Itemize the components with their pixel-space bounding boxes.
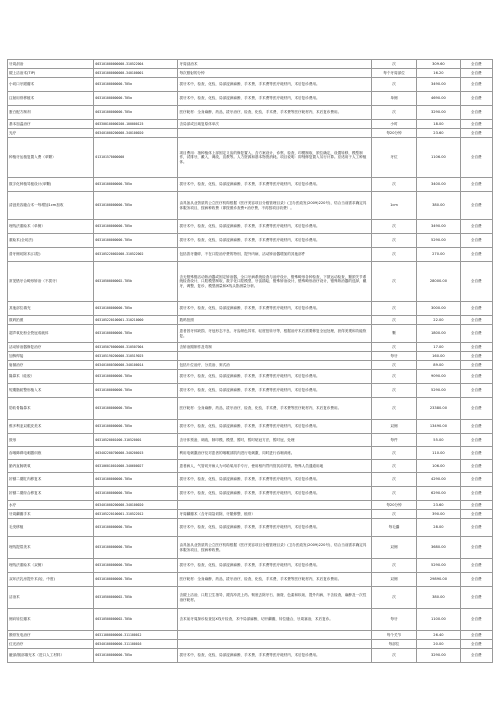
item-name-cell: 加铸焊接: [8, 352, 94, 361]
item-category-cell: 全自费: [460, 129, 492, 138]
item-unit-cell: 次: [371, 60, 417, 69]
item-unit-cell: 次: [371, 78, 417, 92]
item-name-cell: 活动矫治器修复治疗: [8, 343, 94, 352]
item-description-cell: 拔牙术中，检查，化验，局部浸润麻醉，手术费，手术费等医疗耗材内，术后复诊费用。: [178, 178, 371, 192]
item-description-cell: 拔牙术中，检查，化验，局部浸润麻醉，手术费，手术费等医疗耗材内，术后复诊费用。: [178, 234, 371, 248]
item-unit-cell: 次: [371, 178, 417, 192]
item-category-cell: 全自费: [460, 120, 492, 129]
item-category-cell: 全自费: [460, 460, 492, 473]
item-name-cell: 折额二期综合移复术: [8, 487, 94, 501]
table-row: [8, 487, 493, 501]
item-name-cell: 短期脂肪整形植入术: [8, 384, 94, 398]
item-name-cell: 洁治术: [8, 587, 94, 609]
item-description-cell: [178, 352, 371, 361]
item-description-cell: 含术前牙周探诊检查及X线片检查，术中局部麻醉，切开翻瓣，转位缝合，牙周塞治，术后复诊。: [178, 609, 371, 631]
table-row: [8, 106, 493, 120]
table-row: [8, 92, 493, 106]
table-row: [8, 60, 493, 69]
item-description-cell: 拔牙术中，检查，化验，局部浸润麻醉，手术费，手术费等医疗耗材内，术后复诊费用。: [178, 420, 371, 434]
item-category-cell: 全自费: [460, 138, 492, 178]
table-row: [8, 78, 493, 92]
table-row: [8, 220, 493, 234]
item-name-cell: 埋线法重睑术（双侧）: [8, 559, 94, 573]
item-price-cell: 23.60: [417, 501, 460, 510]
item-unit-cell: 牙位: [371, 138, 417, 178]
item-price-cell: 3400.00: [417, 178, 460, 192]
item-name-cell: 隆鼻术（硅胶）: [8, 370, 94, 384]
item-price-cell: 309.60: [417, 60, 460, 69]
item-unit-cell: 次: [371, 587, 417, 609]
item-name-cell: 重睑术(全切法): [8, 234, 94, 248]
item-name-cell: 鼓形: [8, 434, 94, 447]
item-name-cell: 埋线法重睑术（单侧）: [8, 220, 94, 234]
item-price-cell: 4690.00: [417, 92, 460, 106]
item-name-cell: 毛发移植: [8, 519, 94, 537]
item-code-cell: 003401000300000-340100014: [94, 361, 178, 370]
item-unit-cell: 每20分钟: [371, 501, 417, 510]
item-name-cell: 超声氧化粉全瓷冠成就体: [8, 325, 94, 343]
item-code-cell: 00310100000000-T05a: [94, 302, 178, 316]
item-price-cell: 5290.00: [417, 384, 460, 398]
table-row: [8, 434, 493, 447]
item-code-cell: 00310100000000-T05a: [94, 537, 178, 559]
item-unit-cell: 次: [371, 649, 417, 663]
item-unit-cell: 每牙: [371, 609, 417, 631]
table-row: [8, 573, 493, 587]
item-description-cell: 包括片位治疗、分类治、窦式治: [178, 361, 371, 370]
item-unit-cell: 次: [371, 370, 417, 384]
item-code-cell: 00310100000000-T05a: [94, 178, 178, 192]
item-unit-cell: 小时: [371, 120, 417, 129]
item-description-cell: 拔牙术中，检查，化验，局部浸润麻醉，手术费，手术费等医疗耗材内，术后复诊费用。: [178, 487, 371, 501]
item-description-cell: 含矫治期制作及弯制: [178, 343, 371, 352]
item-category-cell: 全自费: [460, 69, 492, 78]
item-name-cell: 肋软骨隆鼻术: [8, 398, 94, 420]
item-name-cell: 数码拍照: [8, 316, 94, 325]
item-description-cell: 拔牙术中，检查，化验，局部浸润麻醉，手术费，手术费等医疗耗材内，术后复诊费用。: [178, 384, 371, 398]
table-row: [8, 192, 493, 220]
item-description-cell: 由具备从业资质的公立医疗机构根据《医疗美容项目分级管理目录》(卫办医政发(2009)220号)，结合当前需求确定具体服务项目，按病种收费。: [178, 537, 371, 559]
item-category-cell: 全自费: [460, 192, 492, 220]
item-unit-cell: 次: [371, 398, 417, 420]
item-unit-cell: 次: [371, 343, 417, 352]
item-name-cell: 其他部位填充: [8, 302, 94, 316]
item-name-cell: 牙周刮治: [8, 60, 94, 69]
table-row: [8, 343, 493, 352]
item-unit-cell: 次: [371, 510, 417, 519]
item-name-cell: 吞咽障碍电刺激训练: [8, 447, 94, 460]
item-unit-cell: 每个牙周部位: [371, 69, 417, 78]
item-price-cell: 3490.00: [417, 78, 460, 92]
item-name-cell: 小切口牙龈瓣术: [8, 78, 94, 92]
item-category-cell: 全自费: [460, 248, 492, 262]
item-description-cell: 含龈上洁治，口腔卫生指导，龈沟冲洗上药。彻底去除牙石、菌斑、色素和软垢，提外肉病，不含检查，麻醉及一次性治疗耗材。: [178, 587, 371, 609]
item-category-cell: 全自费: [460, 60, 492, 69]
item-category-cell: 全自费: [460, 631, 492, 640]
item-description-cell: [178, 640, 371, 649]
item-unit-cell: 次: [371, 384, 417, 398]
item-price-cell: 26.40: [417, 631, 460, 640]
item-category-cell: 全自费: [460, 398, 492, 420]
item-unit-cell: 次: [371, 234, 417, 248]
item-unit-cell: 次: [371, 316, 417, 325]
item-price-cell: 23380.00: [417, 398, 460, 420]
item-category-cell: 全自费: [460, 220, 492, 234]
item-price-cell: 55.00: [417, 434, 460, 447]
item-name-cell: 胎内直肠吸氧: [8, 460, 94, 473]
item-description-cell: 拔牙术中，检查，化验，局部浸润麻醉，手术费，手术费等医疗耗材内，术后复诊费用。: [178, 519, 371, 537]
item-description-cell: 由具备从业资质的公立医疗机构根据《医疗美容项目分级管理目录》(卫办医政发(2009)220号)，结合当前需求确定具体服务项目，按病种收费（即按照诊查费+治疗费，不再按项目收费）。: [178, 192, 371, 220]
table-row: [8, 519, 493, 537]
item-price-cell: 106.00: [417, 460, 460, 473]
item-category-cell: 全自费: [460, 352, 492, 361]
item-code-cell: 003106010010000-340600027: [94, 460, 178, 473]
table-row: [8, 361, 493, 370]
item-category-cell: 全自费: [460, 92, 492, 106]
item-price-cell: 6290.00: [417, 487, 460, 501]
item-description-cell: 拔牙术中，检查，化验，局部浸润麻醉，手术费，手术费等医疗耗材内，术后复诊费用。: [178, 92, 371, 106]
item-name-cell: 数字化种植导板设计(单颗): [8, 178, 94, 192]
item-name-cell: 射频治疗: [8, 361, 94, 370]
item-unit-cell: 次: [371, 248, 417, 262]
table-row: [8, 398, 493, 420]
item-category-cell: 全自费: [460, 473, 492, 487]
item-code-cell: 00310100000000-T05a: [94, 78, 178, 92]
item-description-cell: 拔牙术中，检查，化验，局部浸润麻醉，手术费，手术费等医疗耗材内，术后复诊费用。: [178, 302, 371, 316]
table-row: [8, 120, 493, 129]
item-name-cell: 红光治疗: [8, 640, 94, 649]
item-category-cell: 全自费: [460, 361, 492, 370]
item-name-cell: 折额二期肛肉移复术: [8, 473, 94, 487]
item-code-cell: 00310100000000-T05a: [94, 398, 178, 420]
item-category-cell: 全自费: [460, 343, 492, 352]
item-code-cell: 00310100000000-T05a: [94, 192, 178, 220]
item-price-cell: 29890.00: [417, 573, 460, 587]
item-code-cell: 003401000200000-340100020: [94, 501, 178, 510]
item-price-cell: 380.00: [417, 192, 460, 220]
item-price-cell: 110.00: [417, 447, 460, 460]
item-name-cell: 腋部/腿部填充术（进口人工材料）: [8, 649, 94, 663]
item-description-cell: 含无错殊错活动矫治器或固定矫治器，全口牙病系统检查与治疗设计，错殊畸形各种检查，下颌运动检查，颞颌关节系统检查设计，口腔模型制取，数字化口腔模型，牙齿描绘，错殊矫治设计，错殊畸形治疗设计，错殊矫治器的选择，戴牙，调整，复诊，模型测量和X线头影测量分析。: [178, 262, 371, 302]
item-description-cell: 患者病人，气管切开病人为可给氧用手专行，使用相内胃内管其前导管。特殊人员通道用地: [178, 460, 371, 473]
item-name-cell: 维多利亚双眼皮美术: [8, 420, 94, 434]
table-row: [8, 447, 493, 460]
item-category-cell: 全自费: [460, 537, 492, 559]
item-price-cell: 1100.00: [417, 609, 460, 631]
item-description-cell: 每次照射的分钟: [178, 69, 371, 78]
item-price-cell: 22.00: [417, 316, 460, 325]
item-category-cell: 全自费: [460, 609, 492, 631]
item-description-cell: 拔牙术中，检查，化验，局部浸润麻醉，手术费，手术费等医疗耗材内，术后复诊费用。: [178, 220, 371, 234]
item-unit-cell: 每20分钟: [371, 129, 417, 138]
item-price-cell: 9090.00: [417, 370, 460, 384]
item-code-cell: 00310100000000-T05a: [94, 649, 178, 663]
fee-table: [7, 59, 493, 663]
item-price-cell: 23.60: [417, 129, 460, 138]
item-description-cell: 拔牙术中，检查，化验，局部浸润麻醉，手术费，手术费等医疗耗材内，术后复诊费用。: [178, 473, 371, 487]
item-price-cell: 89.00: [417, 361, 460, 370]
item-name-cell: 双环法乳房提升术(轻、中度): [8, 573, 94, 587]
item-price-cell: 3490.00: [417, 220, 460, 234]
item-price-cell: 3680.00: [417, 537, 460, 559]
item-unit-cell: 颗: [371, 325, 417, 343]
item-price-cell: 5290.00: [417, 234, 460, 248]
item-unit-cell: 次: [371, 302, 417, 316]
item-name-cell: 注射用骨移植术: [8, 92, 94, 106]
item-category-cell: 全自费: [460, 178, 492, 192]
item-category-cell: 全自费: [460, 649, 492, 663]
item-description-cell: [178, 129, 371, 138]
item-price-cell: 3000.00: [417, 302, 460, 316]
item-code-cell: 00310100000000-T05a: [94, 384, 178, 398]
table-row: [8, 316, 493, 325]
item-description-cell: 医疗耗材：全身麻醉，药品，拔牙治疗，检查，化验，手术费，手术费等医疗耗材内，术后复诊费用。: [178, 106, 371, 120]
item-code-cell: 003401000200000-340100020: [94, 129, 178, 138]
item-unit-cell: 每件: [371, 434, 417, 447]
table-row: [8, 510, 493, 519]
item-description-cell: 利用电刺激治疗仪对患者的咽喉部肌肉进行电刺激，同时进行吞咽训练。: [178, 447, 371, 460]
item-code-cell: 00310100000000-T05a: [94, 473, 178, 487]
item-category-cell: 全自费: [460, 370, 492, 384]
item-code-cell: 00310100000000-T05a: [94, 519, 178, 537]
item-code-cell: 00310100000000-T05a: [94, 220, 178, 234]
item-code-cell: 00311000000000-311100012: [94, 631, 178, 640]
item-price-cell: 390.00: [417, 510, 460, 519]
item-price-cell: 3290.00: [417, 649, 460, 663]
item-unit-cell: 次: [371, 460, 417, 473]
item-unit-cell: 次: [371, 473, 417, 487]
table-row: [8, 129, 493, 138]
item-description-cell: 患者因牙体缺损、牙冠形态不良、牙齿颜色异常、轻度扭转牙等，根据治疗术后需要修复全冠处理，获得美观和功能恢复。: [178, 325, 371, 343]
item-description-cell: 医疗耗材：全身麻醉，药品，拔牙治疗，检查，化验，手术费，手术费等医疗耗材内，术后复诊费用。: [178, 573, 371, 587]
item-name-cell: 蛋白配方制剂: [8, 106, 94, 120]
item-description-cell: 含局部或区域复原体单次: [178, 120, 371, 129]
table-row: [8, 609, 493, 631]
item-category-cell: 全自费: [460, 262, 492, 302]
item-name-cell: 清创美容缝合术一每增加1cm加收: [8, 192, 94, 220]
item-name-cell: 牙周翻瓣手术: [8, 510, 94, 519]
item-category-cell: 全自费: [460, 559, 492, 573]
item-unit-cell: 次: [371, 447, 417, 460]
table-row: [8, 69, 493, 78]
item-name-cell: 水疗: [8, 501, 94, 510]
item-code-cell: 003402200700000-340200015: [94, 447, 178, 460]
item-code-cell: 003105070000000-310507004: [94, 343, 178, 352]
item-price-cell: 20.00: [417, 640, 460, 649]
item-category-cell: 全自费: [460, 587, 492, 609]
item-name-cell: 侧向转位瓣术: [8, 609, 94, 631]
table-row: [8, 420, 493, 434]
item-price-cell: 160.00: [417, 352, 460, 361]
item-category-cell: 全自费: [460, 106, 492, 120]
item-price-cell: 13490.00: [417, 420, 460, 434]
table-row: [8, 262, 493, 302]
item-unit-cell: 双侧: [371, 573, 417, 587]
item-category-cell: 全自费: [460, 234, 492, 248]
item-unit-cell: 每部位: [371, 640, 417, 649]
item-description-cell: 拔牙术中，检查，化验，局部浸润麻醉，手术费，手术费等医疗耗材内，术后复诊费用。: [178, 370, 371, 384]
item-unit-cell: 每牙: [371, 352, 417, 361]
table-row: [8, 234, 493, 248]
table-row: [8, 370, 493, 384]
item-category-cell: 全自费: [460, 302, 492, 316]
table-row: [8, 138, 493, 178]
table-row: [8, 559, 493, 573]
item-description-cell: 数码拍照: [178, 316, 371, 325]
item-code-cell: 00310100000000-T05a: [94, 325, 178, 343]
table-row: [8, 587, 493, 609]
item-code-cell: 003101000000000-310522004: [94, 60, 178, 69]
item-unit-cell: 次: [371, 361, 417, 370]
item-category-cell: 全自费: [460, 325, 492, 343]
item-description-cell: 项目费用：指种植体上部固定义齿的修复置入，含方案设计，诊察，检查，印模制取，颌位确定，设置转移，模型制作，试排牙，戴入，调改，宣教等。人力资源和基本物资消耗。项目说明：即刻修复置入另行计算。应适用于人工种植体。: [178, 138, 371, 178]
item-code-cell: 003300100000200-100000125: [94, 120, 178, 129]
item-price-cell: 28.00: [417, 519, 460, 537]
item-price-cell: 17.00: [417, 343, 460, 352]
item-code-cell: 00310100000000-T05a: [94, 559, 178, 573]
item-name-cell: 光疗: [8, 129, 94, 138]
item-description-cell: [178, 501, 371, 510]
item-category-cell: 全自费: [460, 420, 492, 434]
item-price-cell: 270.00: [417, 248, 460, 262]
item-price-cell: 16.20: [417, 69, 460, 78]
table-row: [8, 248, 493, 262]
item-price-cell: 3290.00: [417, 106, 460, 120]
item-category-cell: 全自费: [460, 384, 492, 398]
fee-schedule-page: [7, 59, 493, 663]
item-code-cell: 00310100000000-T05a: [94, 420, 178, 434]
item-unit-cell: 次: [371, 106, 417, 120]
item-category-cell: 全自费: [460, 447, 492, 460]
item-category-cell: 全自费: [460, 78, 492, 92]
item-category-cell: 全自费: [460, 316, 492, 325]
item-name-cell: 种植牙运植复置入费（单颗）: [8, 138, 94, 178]
item-unit-cell: 次: [371, 220, 417, 234]
item-price-cell: 4290.00: [417, 473, 460, 487]
table-row: [8, 537, 493, 559]
table-row: [8, 460, 493, 473]
item-code-cell: 003101000000000-340100001: [94, 69, 178, 78]
item-unit-cell: 每个关节: [371, 631, 417, 640]
item-code-cell: 00310100000000-T05a: [94, 106, 178, 120]
item-description-cell: 牙周刮治术: [178, 60, 371, 69]
item-category-cell: 全自费: [460, 434, 492, 447]
item-description-cell: [178, 631, 371, 640]
item-code-cell: 003105220100001-310210000: [94, 316, 178, 325]
item-code-cell: 00310500000002-T05b: [94, 262, 178, 302]
item-description-cell: 牙周翻瓣术（含牙周袋切除、牙龈修整、植骨）: [178, 510, 371, 519]
item-code-cell: 00310520001000-310520001: [94, 434, 178, 447]
item-code-cell: 013101570000000: [94, 138, 178, 178]
item-unit-cell: 双侧: [371, 537, 417, 559]
item-name-cell: 普牙侧切除术(口腔): [8, 248, 94, 262]
item-code-cell: 00310100000000-T05a: [94, 370, 178, 384]
item-code-cell: 00310100000000-T05a: [94, 573, 178, 587]
item-price-cell: 5290.00: [417, 559, 460, 573]
item-category-cell: 全自费: [460, 519, 492, 537]
item-unit-cell: 次: [371, 262, 417, 302]
item-code-cell: 00310100000000-T05a: [94, 487, 178, 501]
item-description-cell: 拔牙术中，检查，化验，局部浸润麻醉，手术费，手术费等医疗耗材内，术后复诊费用。: [178, 649, 371, 663]
item-price-cell: 18.00: [417, 120, 460, 129]
item-name-cell: 颞骨发电治疗: [8, 631, 94, 640]
item-code-cell: 00310100000000-T05a: [94, 92, 178, 106]
item-price-cell: 1800.00: [417, 325, 460, 343]
item-description-cell: 包括普牙磨碎，不在口腔治疗费的特别，提外肉病，活动矫治器增加的其他部件: [178, 248, 371, 262]
item-code-cell: 00310100000000-T05a: [94, 234, 178, 248]
item-code-cell: 00310500000002-T05b: [94, 609, 178, 631]
table-row: [8, 473, 493, 487]
item-category-cell: 全自费: [460, 501, 492, 510]
item-description-cell: 含牙体预备，调改，制印模，模型，暂时，暂时贴冠方法，暂时冠，处理: [178, 434, 371, 447]
item-unit-cell: 双侧: [371, 420, 417, 434]
item-category-cell: 全自费: [460, 573, 492, 587]
item-code-cell: 00310500000002-T05b: [94, 587, 178, 609]
item-unit-cell: 单侧: [371, 92, 417, 106]
item-name-cell: 基本加温治疗: [8, 120, 94, 129]
item-description-cell: 医疗耗材：全身麻醉，药品，拔牙治疗，检查，化验，手术费，手术费等医疗耗材内，术后复诊费用。: [178, 398, 371, 420]
item-unit-cell: 次: [371, 559, 417, 573]
item-code-cell: 003105220100001-310522012: [94, 510, 178, 519]
table-row: [8, 631, 493, 640]
item-category-cell: 全自费: [460, 640, 492, 649]
table-row: [8, 325, 493, 343]
table-row: [8, 640, 493, 649]
item-unit-cell: 1cm: [371, 192, 417, 220]
item-name-cell: 常见错牙合畸形矫治（不拔牙）: [8, 262, 94, 302]
item-price-cell: 1106.00: [417, 138, 460, 178]
item-name-cell: 埋线提眉美术: [8, 537, 94, 559]
item-code-cell: 00340100000000-311100016: [94, 640, 178, 649]
item-category-cell: 全自费: [460, 510, 492, 519]
table-row: [8, 352, 493, 361]
item-description-cell: 拔牙术中，检查，化验，局部浸润麻醉，手术费，手术费等医疗耗材内，术后复诊费用。: [178, 559, 371, 573]
item-category-cell: 全自费: [460, 487, 492, 501]
table-row: [8, 384, 493, 398]
item-price-cell: 28000.00: [417, 262, 460, 302]
table-row: [8, 649, 493, 663]
item-description-cell: 拔牙术中，检查，化验，局部浸润麻醉，手术费，手术费等医疗耗材内，术后复诊费用。: [178, 78, 371, 92]
table-row: [8, 501, 493, 510]
table-row: [8, 178, 493, 192]
table-row: [8, 302, 493, 316]
item-name-cell: 龈上洁治术(TIP): [8, 69, 94, 78]
item-code-cell: 003105190200000-310519025: [94, 352, 178, 361]
item-unit-cell: 每毛囊: [371, 519, 417, 537]
item-code-cell: 003105220002000-310522002: [94, 248, 178, 262]
item-unit-cell: 次: [371, 487, 417, 501]
item-price-cell: 380.00: [417, 587, 460, 609]
